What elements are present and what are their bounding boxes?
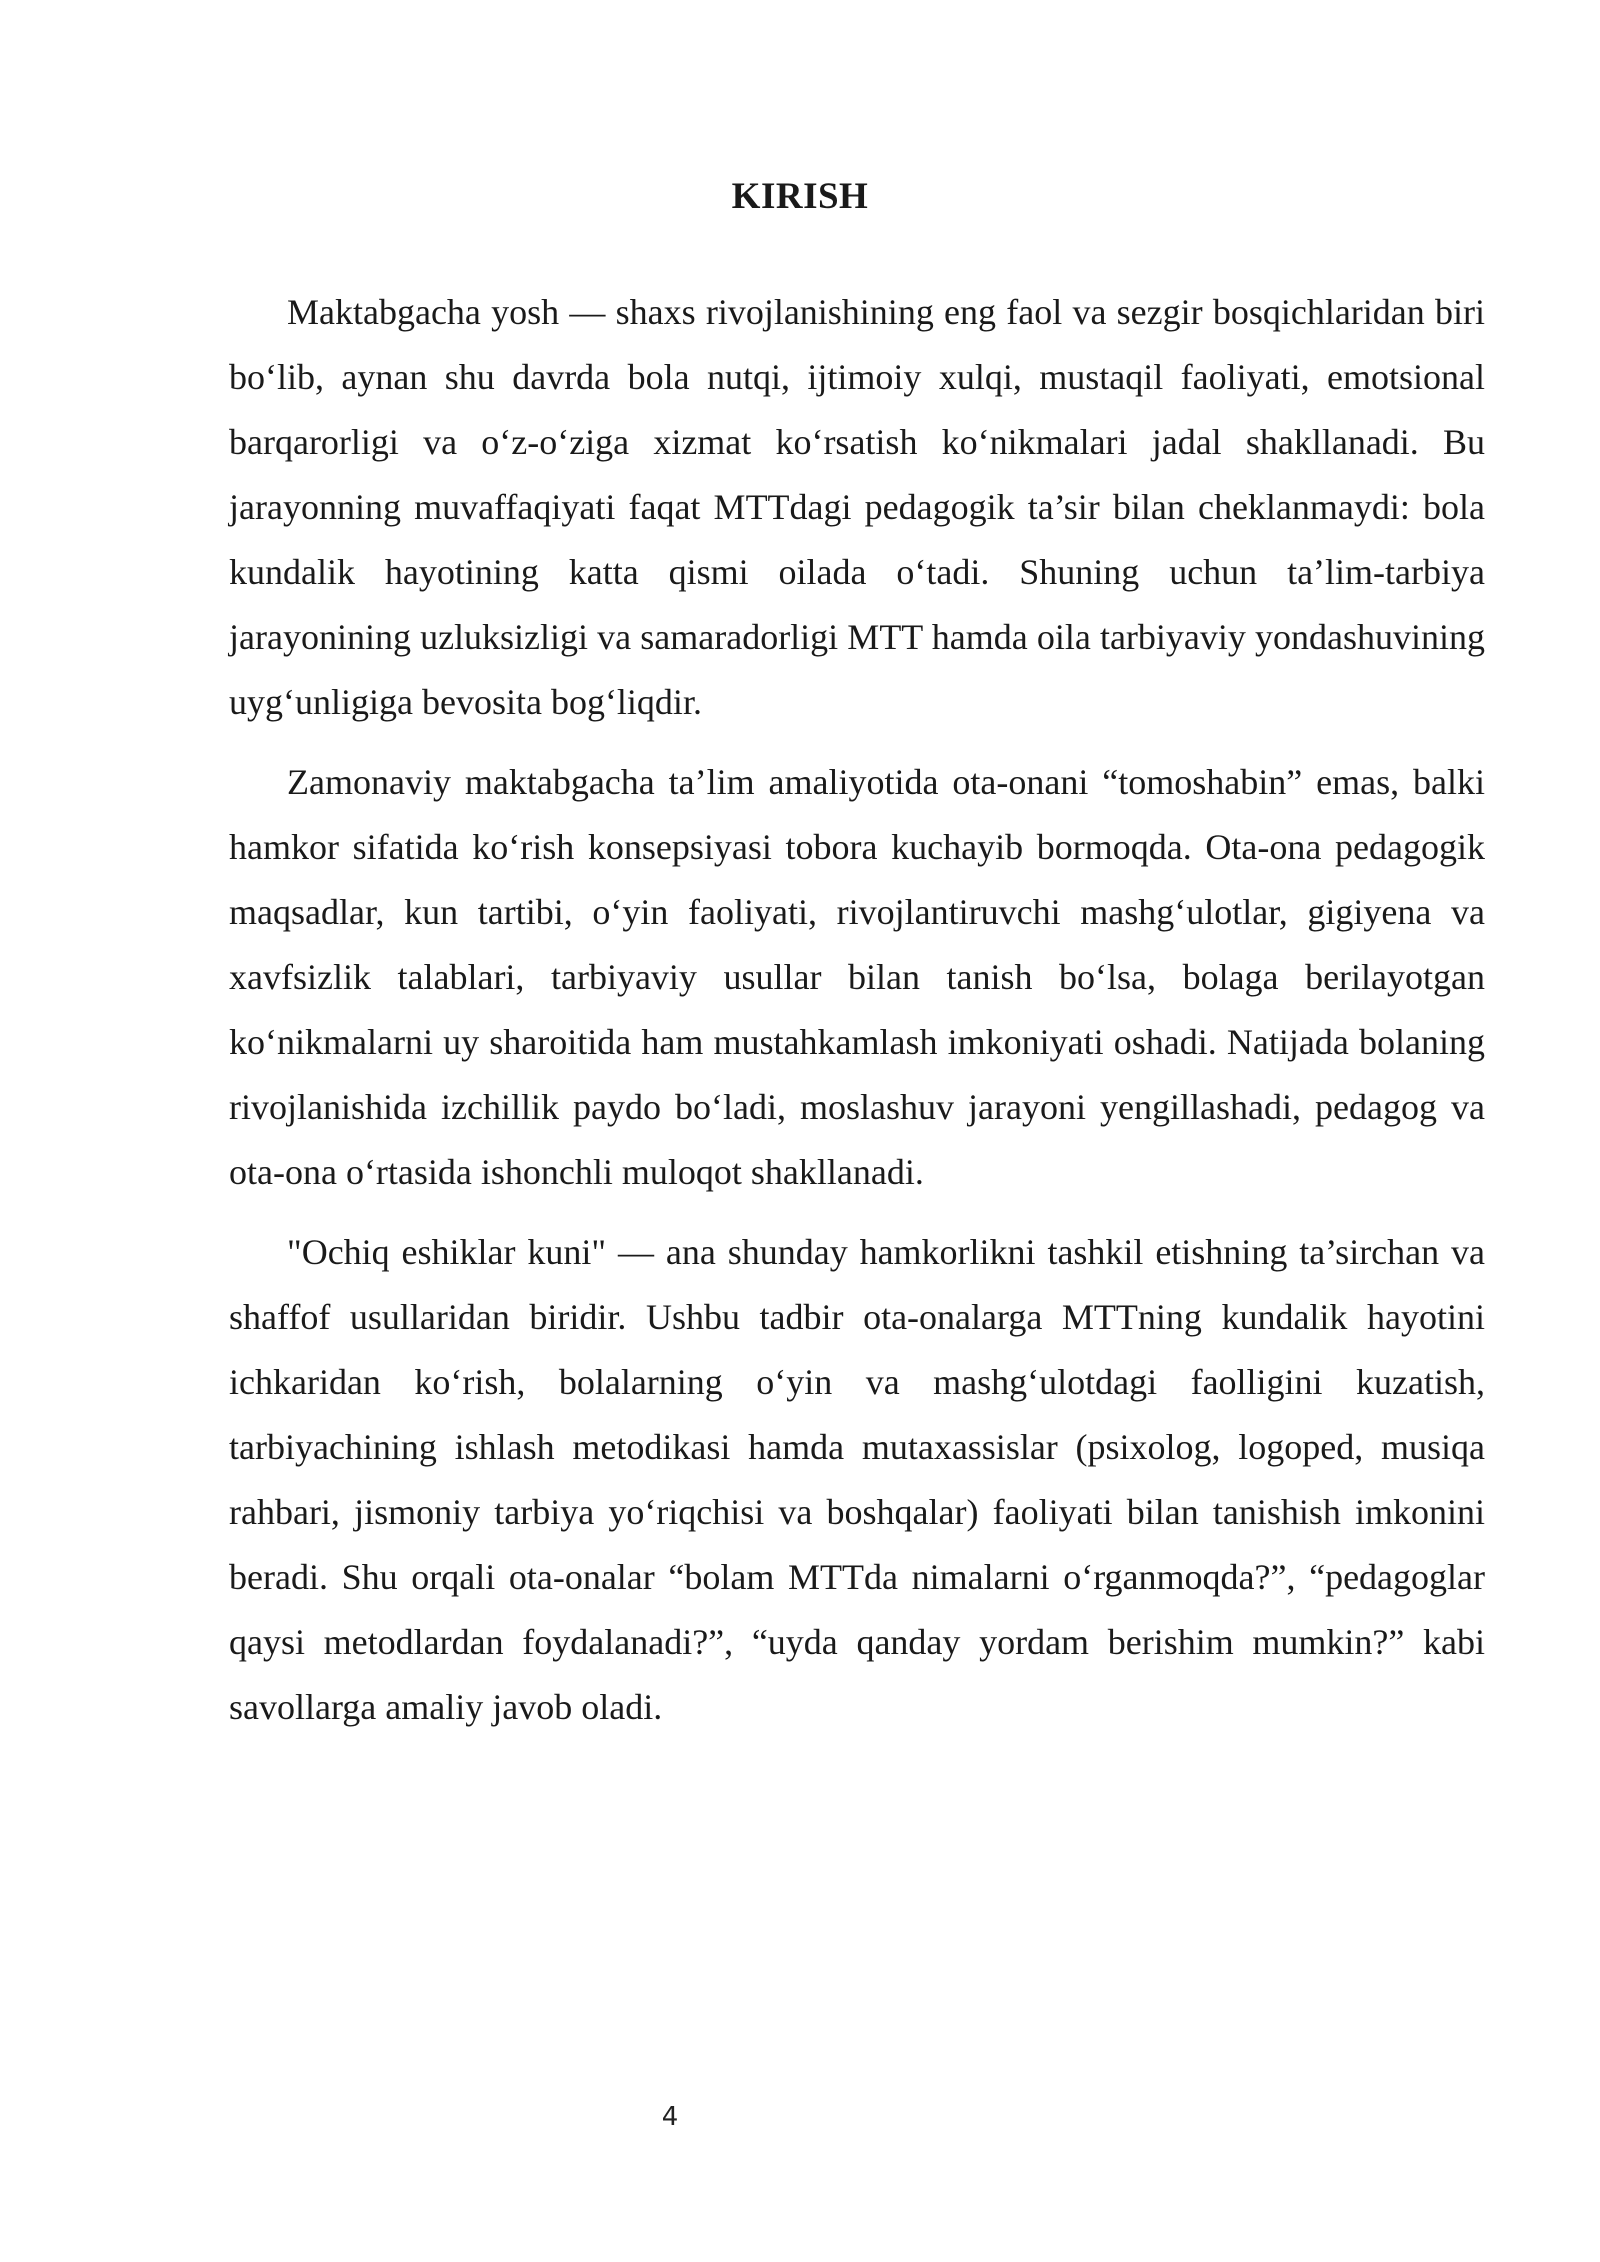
body-text [229,280,1485,1755]
paragraph-1: Maktabgacha yosh — shaxs rivojlanishining eng faol va sezgir bosqichlaridan biri bo‘lib, aynan shu davrda bola nutqi, ijtimoiy xulqi, mustaqil faoliyati, emotsional barqarorligi va o‘z-o‘ziga xizmat ko‘rsatish ko‘nikmalari jadal shakllanadi. Bu jarayonning muvaffaqiyati faqat MTTdagi pedagogik ta’sir bilan cheklanmaydi: bola kundalik hayotining katta qismi oilada o‘tadi. Shuning uchun ta’lim-tarbiya jarayonining uzluksizligi va samaradorligi MTT hamda oila tarbiyaviy yondashuvining uyg‘unligiga bevosita bog‘liqdir. [229,292,1485,722]
page-number: 4 [661,2102,679,2132]
paragraph-3: "Ochiq eshiklar kuni" — ana shunday hamkorlikni tashkil etishning ta’sirchan va shaffof usullaridan biridir. Ushbu tadbir ota-onalarga MTTning kundalik hayotini ichkaridan ko‘rish, bolalarning o‘yin va mashg‘ulotdagi faolligini kuzatish, tarbiyachining ishlash metodikasi hamda mutaxassislar (psixolog, logoped, musiqa rahbari, jismoniy tarbiya yo‘riqchisi va boshqalar) faoliyati bilan tanishish imkonini beradi. Shu orqali ota-onalar “bolam MTTda nimalarni o‘rganmoqda?”, “pedagoglar qaysi metodlardan foydalanadi?”, “uyda qanday yordam berishim mumkin?” kabi savollarga amaliy javob oladi. [229,1232,1485,1727]
page-title: KIRISH [731,175,869,217]
paragraph-2: Zamonaviy maktabgacha ta’lim amaliyotida ota-onani “tomoshabin” emas, balki hamkor sifatida ko‘rish konsepsiyasi tobora kuchayib bormoqda. Ota-ona pedagogik maqsadlar, kun tartibi, o‘yin faoliyati, rivojlantiruvchi mashg‘ulotlar, gigiyena va xavfsizlik talablari, tarbiyaviy usullar bilan tanish bo‘lsa, bolaga berilayotgan ko‘nikmalarni uy sharoitida ham mustahkamlash imkoniyati oshadi. Natijada bolaning rivojlanishida izchillik paydo bo‘ladi, moslashuv jarayoni yengillashadi, pedagog va ota-ona o‘rtasida ishonchli muloqot shakllanadi. [229,762,1485,1192]
